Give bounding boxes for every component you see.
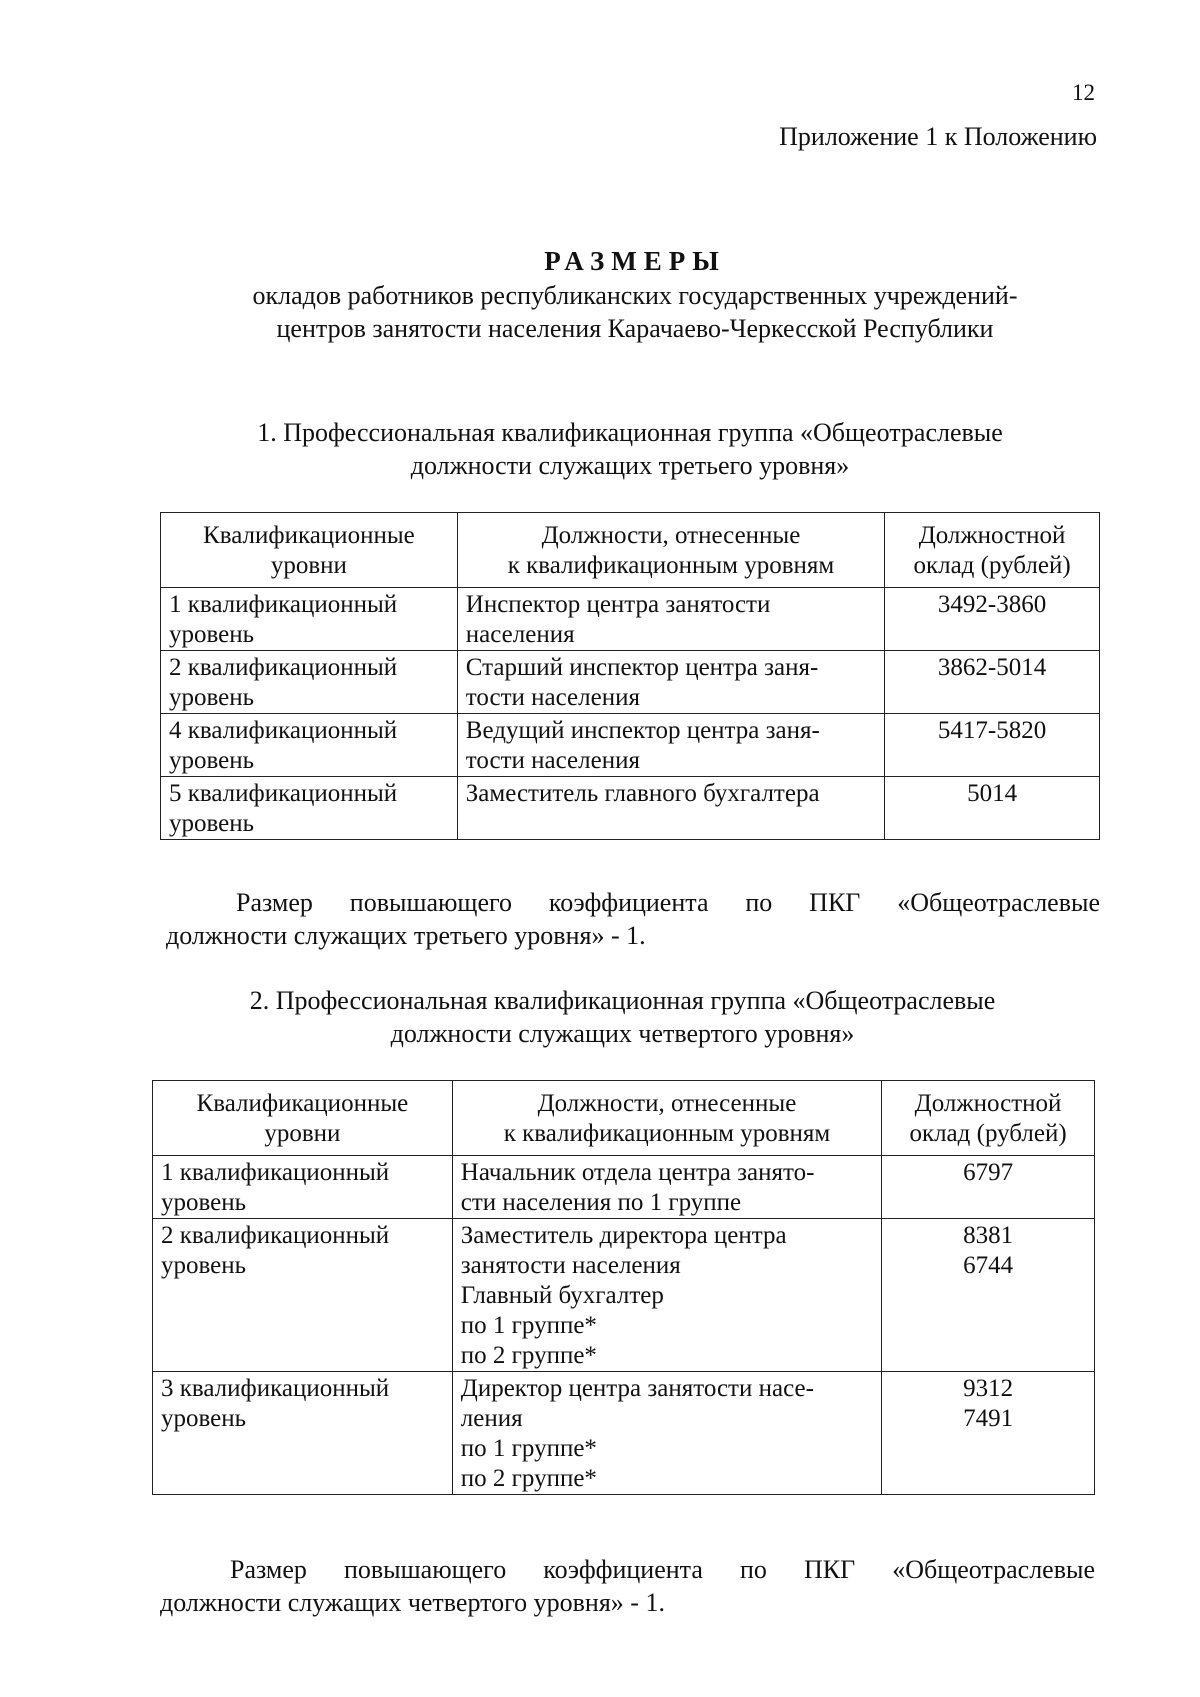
section1-coefficient-note: [166, 886, 1100, 952]
level-cell: [161, 714, 458, 777]
cell-text: 1 квалификационный: [169, 591, 398, 618]
cell-text: 1 квалификационный: [161, 1159, 390, 1186]
cell-text: уровень: [169, 747, 255, 774]
section1-heading: [170, 416, 1090, 482]
position-cell: [457, 714, 884, 777]
position-cell: [457, 777, 884, 840]
header-text: Квалификационные: [203, 522, 415, 549]
cell-text: Заместитель директора центра: [460, 1222, 787, 1249]
cell-text: уровень: [161, 1189, 247, 1216]
salary-value: 8381: [963, 1222, 1014, 1249]
header-text: оклад (рублей): [913, 552, 1071, 579]
subtitle-line: центров занятости населения Карачаево-Черкесской Республики: [276, 314, 994, 343]
document-title-block: [0, 246, 1200, 345]
level-cell: [153, 1219, 453, 1372]
cell-text: Начальник отдела центра занято-: [460, 1159, 815, 1186]
table-row: [161, 588, 1100, 651]
header-text: к квалификационным уровням: [503, 1120, 831, 1147]
header-text: Квалификационные: [196, 1090, 409, 1117]
cell-text: уровень: [169, 621, 255, 648]
cell-text: населения: [465, 621, 575, 648]
table-row: [153, 1372, 1095, 1495]
level-cell: [153, 1156, 453, 1219]
heading-line: должности служащих четвертого уровня»: [390, 1019, 855, 1048]
appendix-reference: Приложение 1 к Положению: [779, 122, 1097, 151]
salary-cell: 5014: [885, 777, 1100, 840]
cell-text: уровень: [169, 684, 255, 711]
cell-text: по 1 группе*: [460, 1312, 597, 1339]
table-row: [161, 777, 1100, 840]
position-cell: [452, 1156, 881, 1219]
cell-text: 5 квалификационный: [169, 780, 398, 807]
level-cell: [153, 1372, 453, 1495]
salary-value: 6797: [963, 1159, 1014, 1186]
header-text: уровни: [270, 552, 347, 579]
header-salary: [885, 513, 1100, 588]
page-number: 12: [1072, 80, 1095, 105]
cell-text: Директор центра занятости насе-: [460, 1375, 814, 1402]
salary-value: 6744: [963, 1252, 1014, 1279]
salary-cell: [882, 1219, 1095, 1372]
level-cell: [161, 651, 458, 714]
salary-cell: [882, 1156, 1095, 1219]
cell-text: занятости населения: [460, 1252, 681, 1279]
cell-text: по 2 группе*: [460, 1465, 597, 1492]
cell-text: уровень: [169, 810, 255, 837]
header-text: к квалификационным уровням: [507, 552, 835, 579]
header-text: Должности, отнесенные: [541, 522, 801, 549]
header-text: Должностной: [914, 1090, 1062, 1117]
header-positions: [457, 513, 884, 588]
salary-value: 9312: [963, 1375, 1014, 1402]
position-cell: [457, 588, 884, 651]
cell-text: Главный бухгалтер: [460, 1282, 664, 1309]
cell-text: Заместитель главного бухгалтера: [465, 780, 820, 807]
cell-text: по 1 группе*: [460, 1435, 597, 1462]
cell-text: 3 квалификационный: [161, 1375, 390, 1402]
salary-cell: 3862-5014: [885, 651, 1100, 714]
section2-salary-table: [152, 1080, 1095, 1495]
table-row: [153, 1219, 1095, 1372]
table-header-row: [153, 1081, 1095, 1156]
heading-line: 2. Профессиональная квалификационная группа «Общеотраслевые: [249, 986, 996, 1015]
cell-text: 4 квалификационный: [169, 717, 398, 744]
header-levels: [161, 513, 458, 588]
cell-text: Ведущий инспектор центра заня-: [465, 717, 820, 744]
header-salary: [882, 1081, 1095, 1156]
salary-cell: 5417-5820: [885, 714, 1100, 777]
header-text: уровни: [264, 1120, 341, 1147]
cell-text: 2 квалификационный: [169, 654, 398, 681]
cell-text: 2 квалификационный: [161, 1222, 390, 1249]
header-positions: [452, 1081, 881, 1156]
header-levels: [153, 1081, 453, 1156]
note-line: Размер повышающего коэффициента по ПКГ «Общеотраслевые: [236, 888, 1100, 917]
level-cell: [161, 588, 458, 651]
level-cell: [161, 777, 458, 840]
salary-cell: [882, 1372, 1095, 1495]
section2-coefficient-note: [160, 1553, 1095, 1619]
note-line: должности служащих третьего уровня» - 1.: [166, 921, 646, 950]
subtitle-line: окладов работников республиканских государственных учреждений-: [252, 281, 1018, 310]
position-cell: [452, 1372, 881, 1495]
section2-heading: [160, 984, 1085, 1050]
cell-text: уровень: [161, 1405, 247, 1432]
note-line: Размер повышающего коэффициента по ПКГ «Общеотраслевые: [230, 1555, 1095, 1584]
cell-text: сти населения по 1 группе: [460, 1189, 742, 1216]
cell-text: Инспектор центра занятости: [465, 591, 771, 618]
table-row: [161, 714, 1100, 777]
heading-line: 1. Профессиональная квалификационная группа «Общеотраслевые: [257, 418, 1003, 447]
note-line: должности служащих четвертого уровня» - 1.: [160, 1588, 665, 1617]
cell-text: ления: [460, 1405, 523, 1432]
table-row: [153, 1156, 1095, 1219]
cell-text: тости населения: [465, 684, 640, 711]
salary-cell: 3492-3860: [885, 588, 1100, 651]
heading-line: должности служащих третьего уровня»: [410, 451, 850, 480]
salary-value: 7491: [963, 1405, 1014, 1432]
cell-text: тости населения: [465, 747, 640, 774]
position-cell: [457, 651, 884, 714]
position-cell: [452, 1219, 881, 1372]
section1-salary-table: [160, 512, 1100, 840]
header-text: Должностной: [918, 522, 1066, 549]
cell-text: Старший инспектор центра заня-: [465, 654, 819, 681]
table-header-row: [161, 513, 1100, 588]
header-text: оклад (рублей): [909, 1120, 1067, 1147]
table-row: [161, 651, 1100, 714]
cell-text: уровень: [161, 1252, 247, 1279]
cell-text: по 2 группе*: [460, 1342, 597, 1369]
header-text: Должности, отнесенные: [537, 1090, 797, 1117]
document-title: РАЗМЕРЫ: [544, 246, 726, 276]
document-subtitle: [0, 279, 1200, 345]
